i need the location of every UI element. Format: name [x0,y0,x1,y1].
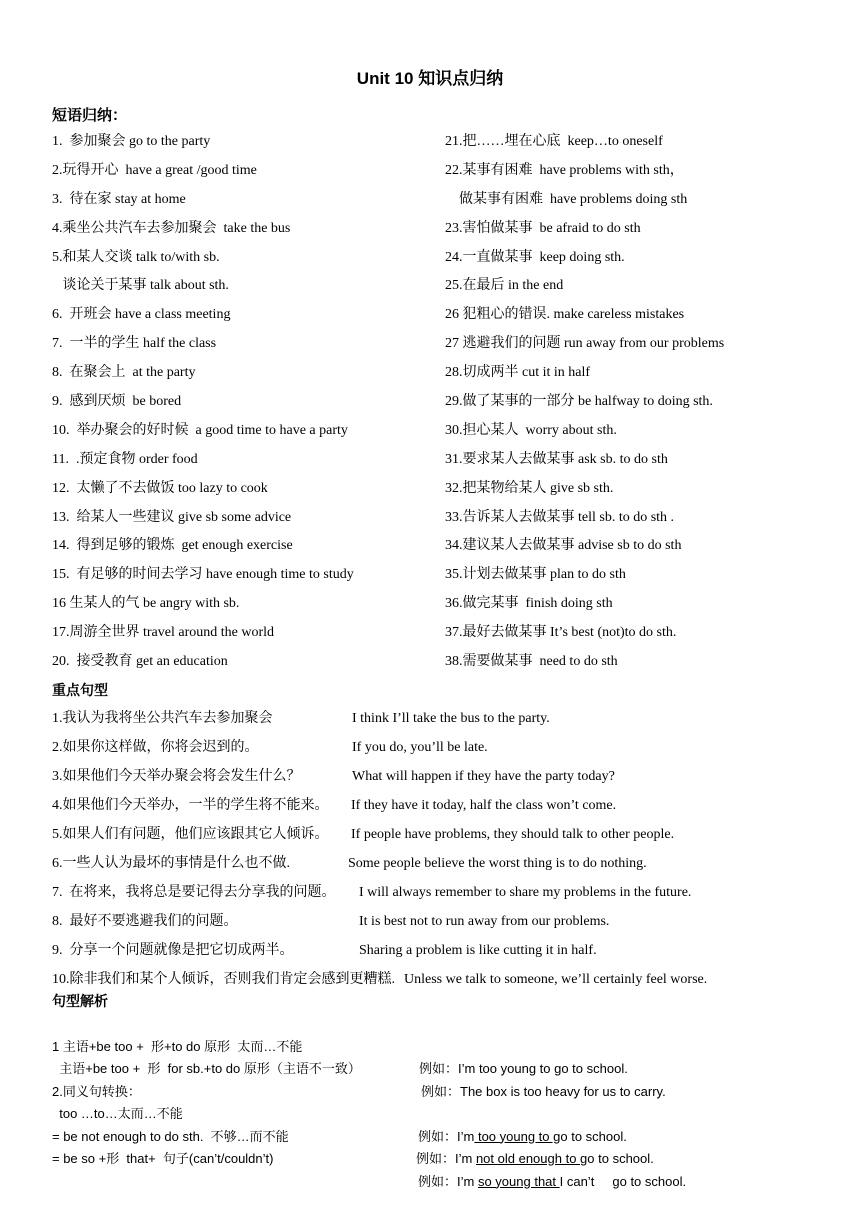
sentence-en: If people have problems, they should talk to other people. [351,827,675,842]
phrase-item: 29.做了某事的一部分 be halfway to doing sth. [445,394,713,410]
key-sentences-list [52,704,842,994]
example-underlined: not old enough to g [475,1151,588,1166]
phrase-item: 25.在最后 in the end [445,278,564,294]
phrase-item: 21.把……埋在心底 keep…to oneself [445,134,663,149]
example-suffix: I can’t go to school. [559,1173,687,1189]
phrase-item: 38.需要做某事 need to do sth [445,654,618,670]
phrase-item: 6. 开班会 have a class meeting [52,307,231,323]
pattern-example: 例如：The box is too heavy for us to carry. [421,1083,666,1099]
pattern-analysis-list [52,1013,832,1189]
sentence-zh: 7. 在将来，我将总是要记得去分享我的问题。 [52,885,336,900]
sentence-row [52,791,842,820]
phrase-item: 12. 太懒了不去做饭 too lazy to cook [52,480,268,496]
phrase-item: 3. 待在家 stay at home [52,191,186,207]
sentence-zh: 4.如果他们今天举办，一半的学生将不能来。 [52,798,329,813]
phrase-item: 23.害怕做某事 be afraid to do sth [445,220,641,236]
phrase-item: 11. .预定食物 order food [52,451,198,467]
pattern-rule: = be so +形 that+ 句子(can’t/couldn’t) [52,1151,274,1166]
pattern-subheading: 2.同义句转换： [52,1083,141,1099]
sentence-row [52,820,842,849]
phrase-item: 33.告诉某人去做某事 tell sb. to do sth . [445,509,675,525]
sentence-row [52,733,842,762]
phrase-item: 10. 举办聚会的好时候 a good time to have a party [52,422,348,438]
sentences-heading: 重点句型 [52,682,108,698]
sentence-zh: 1.我认为我将坐公共汽车去参加聚会 [52,711,273,726]
sentence-zh: 2.如果你这样做，你将会迟到的。 [52,740,259,755]
example-underlined: so young that [477,1173,560,1189]
sentence-zh: 9. 分享一个问题就像是把它切成两半。 [52,943,294,958]
sentence-en: It is best not to run away from our problems. [359,914,610,929]
phrase-item: 31.要求某人去做某事 ask sb. to do sth [445,451,668,467]
phrase-item: 14. 得到足够的锻炼 get enough exercise [52,538,293,554]
pattern-example [416,1148,654,1171]
sentence-row [52,849,842,878]
sentence-row [52,907,842,936]
example-prefix: 例如：I’m [416,1151,476,1166]
phrase-item: 22.某事有困难 have problems with sth， [445,162,684,178]
pattern-rule: = be not enough to do sth. 不够…而不能 [52,1128,289,1144]
sentence-en: If you do, you’ll be late. [352,740,488,755]
example-suffix: o to school. [587,1151,654,1166]
phrase-item: 16 生某人的气 be angry with sb. [52,596,240,612]
phrase-item: 26 犯粗心的错误. make careless mistakes [445,307,685,323]
sentence-en: Sharing a problem is like cutting it in half. [359,943,597,958]
sentence-zh: 6.一些人认为最坏的事情是什么也不做. [52,856,290,871]
phrase-item: 5.和某人交谈 talk to/with sb. [52,249,220,265]
phrase-item: 8. 在聚会上 at the party [52,365,196,381]
phrase-item: 1. 参加聚会 go to the party [52,134,211,149]
phrase-item: 24.一直做某事 keep doing sth. [445,249,625,265]
phrase-item: 36.做完某事 finish doing sth [445,596,613,612]
example-underlined: too young to g [474,1128,561,1144]
example-prefix: 例如：I’m [418,1173,478,1189]
sentence-row [52,965,842,994]
example-suffix: o to school. [560,1128,627,1144]
phrase-item: 32.把某物给某人 give sb sth. [445,480,614,496]
phrase-item: 27 逃避我们的问题 run away from our problems [445,336,725,352]
phrase-item: 13. 给某人一些建议 give sb some advice [52,509,292,525]
page-title: Unit 10 知识点归纳 [356,69,504,88]
phrase-item: 谈论关于某事 talk about sth. [52,278,229,294]
phrase-item: 15. 有足够的时间去学习 have enough time to study [52,567,354,583]
phrase-item: 17.周游全世界 travel around the world [52,625,275,641]
sentence-en: I will always remember to share my problems in the future. [359,885,692,900]
sentence-row [52,878,842,907]
sentence-row [52,936,842,965]
sentence-en: Unless we talk to someone, we’ll certainly feel worse. [404,972,708,987]
pattern-example: 例如：I’m too young to go to school. [419,1061,628,1076]
phrases-heading: 短语归纳： [52,107,128,124]
phrase-item: 37.最好去做某事 It’s best (not)to do sth. [445,625,677,641]
phrase-item: 34.建议某人去做某事 advise sb to do sth [445,538,682,554]
phrases-right-column [445,128,724,677]
sentence-zh: 3.如果他们今天举办聚会将会发生什么？ [52,769,301,784]
phrase-item: 20. 接受教育 get an education [52,654,228,670]
pattern-example [418,1171,686,1194]
phrase-item: 4.乘坐公共汽车去参加聚会 take the bus [52,220,291,236]
sentence-zh: 10.除非我们和某个人倾诉，否则我们肯定会感到更糟糕. [52,972,395,987]
sentence-en: I think I’ll take the bus to the party. [352,711,550,726]
sentence-en: If they have it today, half the class won’t come. [351,798,617,813]
analysis-heading: 句型解析 [52,993,108,1009]
phrase-item: 9. 感到厌烦 be bored [52,394,182,410]
phrases-left-column [52,128,354,677]
sentence-zh: 8. 最好不要逃避我们的问题。 [52,914,238,929]
pattern-rule: 主语+be too + 形 for sb.+to do 原形（主语不一致） [52,1061,361,1076]
phrase-item: 做某事有困难 have problems doing sth [445,191,688,207]
phrase-item: 2.玩得开心 have a great /good time [52,162,257,178]
phrase-item: 30.担心某人 worry about sth. [445,422,617,438]
phrase-item: 28.切成两半 cut it in half [445,365,591,381]
sentence-row [52,704,842,733]
phrase-item: 35.计划去做某事 plan to do sth [445,567,626,583]
sentence-en: What will happen if they have the party today? [352,769,615,784]
pattern-rule: 1 主语+be too + 形+to do 原形 太而…不能 [52,1038,303,1054]
pattern-rule: too …to…太而…不能 [52,1106,183,1121]
sentence-zh: 5.如果人们有问题，他们应该跟其它人倾诉。 [52,827,329,842]
sentence-en: Some people believe the worst thing is to do nothing. [348,856,647,871]
example-prefix: 例如：I’m [418,1128,475,1144]
sentence-row [52,762,842,791]
phrase-item: 7. 一半的学生 half the class [52,336,217,352]
